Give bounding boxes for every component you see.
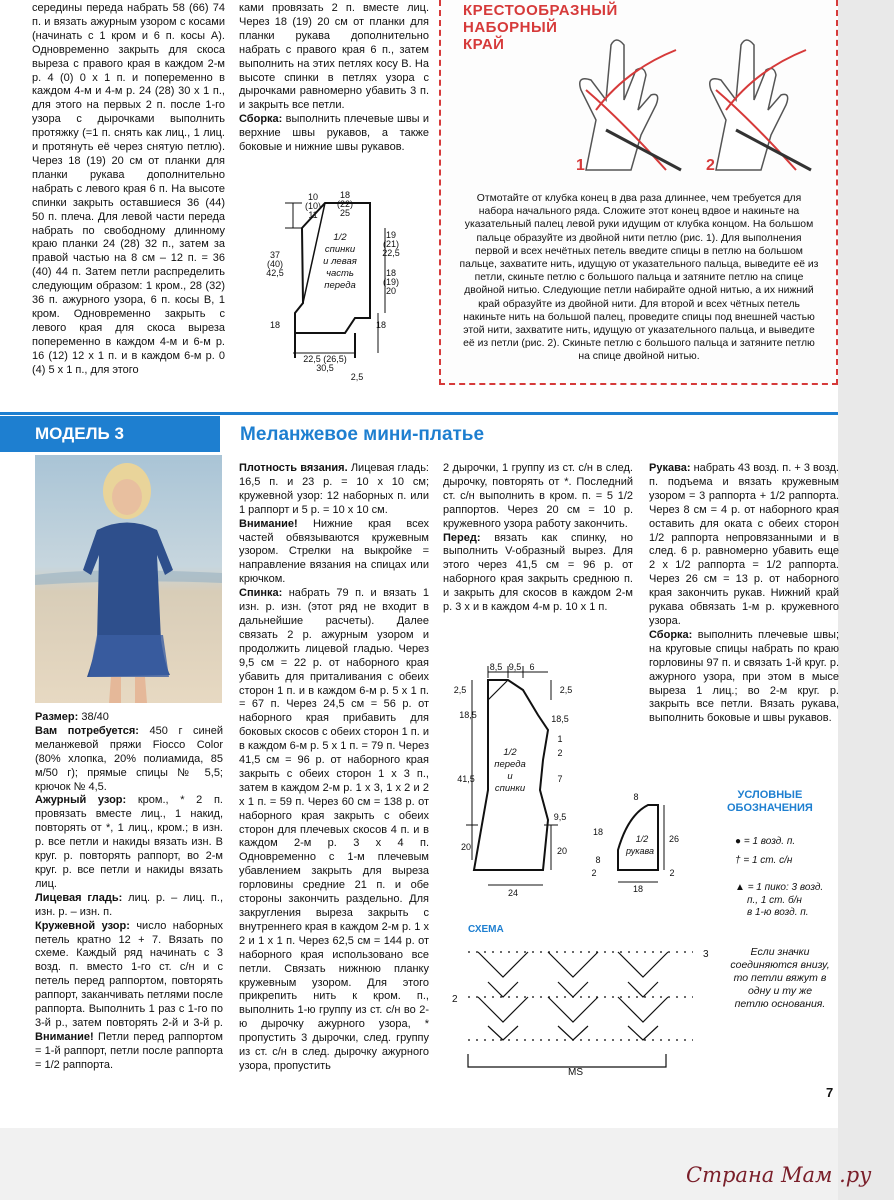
sleeve-label: Рукава: bbox=[649, 462, 691, 474]
dim-21: (21) bbox=[382, 239, 400, 249]
density-label: Плотность вязания. bbox=[239, 462, 348, 474]
dim-18d: 18 bbox=[375, 320, 387, 330]
legend-title-line-2: ОБОЗНАЧЕНИЯ bbox=[727, 802, 813, 814]
dim-22: (22) bbox=[336, 199, 354, 209]
figure-1-label: 1 bbox=[576, 157, 585, 174]
note-label: Внимание! bbox=[239, 517, 298, 530]
dim-19b: (19) bbox=[382, 277, 400, 287]
dim-2: 2 bbox=[557, 748, 563, 758]
pattern-title: Меланжевое мини-платье bbox=[240, 424, 485, 445]
crochet-lace-paragraph bbox=[35, 920, 223, 1073]
dim-10b: (10) bbox=[304, 201, 322, 211]
cross-cast-on-infobox bbox=[439, 0, 838, 385]
top-text-column-2 bbox=[239, 2, 429, 155]
watermark-logo: Страна Мам .ру bbox=[686, 1163, 872, 1187]
assembly-label: Сборка: bbox=[239, 113, 283, 126]
crochet-lace-label: Кружевной узор: bbox=[35, 919, 130, 932]
sleeve-text: набрать 43 возд. п. + 3 возд. п. подъема и вязать кружевным узором = 3 раппорта + 1/2 раппорта. Через 8 см = 4 р. от наборного края оставить для оката с обеих сторон 1/2 раппорта непровязанными и в след. 6 р. равномерно убавить еще 2 х 1/2 раппорта = 1/2 раппорта. Через 26 см = 13 р. от наборного края закончить рукав. Нижний край рукава обвязать 1-м р. кружевного узора. bbox=[649, 462, 839, 627]
back-text: набрать 79 п. и вязать 1 изн. р. изн. (этот ряд не входит в дальнейшие расчеты). Далее связать 2 р. ажурным узором и продолжить лицевой гладью. Через 9,5 см = 22 р. от наборного края убавить для приталивания с обеих сторон 1 п. и в каждом 6-м р. 5 х 1 п. = 67 п. Через 24,5 см = 56 р. от наборного края прибавить для боковых скосов с обеих сторон 1 п. и в каждом 6-м р. 5 х 1 п. = 79 п. Через 41,5 см = 96 р. от наборного края закрыть с обеих сторон 1 х 3 п., затем в каждом 2-м р. 1 х 3, 1 х 2 и 2 х 1 п. = 59 п. Через 60 см = 138 р. от наборного края закрыть с обеих сторон для плечевых скосов 4 п. и в каждом 2-м р. 3 х 4 п. Одновременно с 1-м плечевым убавлением закрыть для выреза горловины средние 21 п. и обе стороны закончить раздельно. Для закругления выреза закрыть с внутреннего края в каждом 2-м р. 1 х 2 и 1 х 1 п. Через 62,5 см = 144 р. от наборного края использовано все петли. Связать нижнюю планку кружевным узором. Для этого прикрепить нить к кром. п., выполнить 1-ю группу из ст. с/н во 2-ю дырочку ажурного узора, * пропустить 3 дырочки, след. группу из ст. с/н в след. дырочку ажурного узора, пропустить bbox=[239, 587, 429, 1072]
dim-25-right: 2,5 bbox=[559, 685, 573, 695]
lace-paragraph bbox=[35, 794, 223, 891]
sleeve-dim-2: 2 bbox=[591, 868, 597, 878]
front-text: вязать как спинку, но выполнить V-образный вырез. Для этого через 41,5 см = 96 р. от наборного края закрыть среднюю п. и закрыть для скосов в каждом 2-м р. 3 х и в каждом 4-м р. 10 х 1 п. bbox=[443, 531, 633, 614]
dim-185-right: 18,5 bbox=[551, 714, 569, 724]
legend-chain-text: = 1 возд. п. bbox=[743, 836, 796, 847]
dim-40: (40) bbox=[266, 259, 284, 269]
lace-label: Ажурный узор: bbox=[35, 794, 127, 807]
legend-picot-text-c: в 1-ю возд. п. bbox=[747, 907, 809, 918]
top-text-column-1 bbox=[32, 2, 225, 377]
legend-picot-text-b: п., 1 ст. б/н bbox=[747, 894, 802, 906]
dim-20: 20 bbox=[385, 286, 397, 296]
front-paragraph bbox=[443, 532, 633, 615]
schema-half: 1/2 bbox=[333, 232, 347, 243]
figure-2-label: 2 bbox=[706, 157, 715, 174]
dim-18b: 18 bbox=[385, 268, 397, 278]
dim-305: 30,5 bbox=[316, 363, 334, 373]
infobox-title-line-2: НАБОРНЫЙ bbox=[463, 19, 558, 36]
density-text: Лицевая гладь: 16,5 п. и 23 р. = 10 х 10 см; кружевной узор: 12 наборных п. или 1 раппорт и 5 р. = 10 х 10 см. bbox=[239, 462, 429, 516]
attention-label: Внимание! bbox=[35, 1030, 94, 1043]
hand-illustration-2 bbox=[696, 30, 816, 180]
page-gutter bbox=[838, 0, 894, 1200]
legend-title-line-1: УСЛОВНЫЕ bbox=[737, 789, 803, 801]
dim-225: 22,5 bbox=[382, 248, 400, 258]
instructions-column-3 bbox=[443, 462, 633, 615]
schema-left: и левая bbox=[323, 256, 357, 267]
front-label: Перед: bbox=[443, 531, 481, 544]
col3-text: 2 дырочки, 1 группу из ст. с/н в след. дырочку, повторять от *. Последний ст. с/н выполнить в кром. п. = 5 1/2 раппортов. Через 20 см = 10 р. кружевного узора работу закончить. bbox=[443, 462, 633, 530]
materials-column bbox=[35, 711, 223, 1073]
stockinette-label: Лицевая гладь: bbox=[35, 891, 123, 904]
instructions-column-4 bbox=[649, 462, 839, 726]
legend-item-dc bbox=[735, 855, 792, 868]
dim-37: 37 bbox=[269, 250, 281, 260]
dim-25-left: 2,5 bbox=[453, 685, 467, 695]
sleeve-dim-18-bottom: 18 bbox=[632, 884, 644, 894]
dim-85: 8,5 bbox=[489, 662, 503, 672]
dress-back: спинки bbox=[494, 783, 526, 794]
infobox-title-line-3: КРАЙ bbox=[463, 36, 505, 53]
dim-25b: 2,5 bbox=[350, 372, 364, 382]
assembly-text: выполнить плечевые швы и верхние швы рукавов, а также боковые и нижние швы рукавов. bbox=[239, 113, 429, 154]
dim-425: 42,5 bbox=[266, 268, 284, 278]
legend-item-picot bbox=[735, 882, 823, 920]
sleeve-paragraph bbox=[649, 462, 839, 629]
top-col1-text: середины переда набрать 58 (66) 74 п. и вязать ажурным узором с косами (начинать с 1 кром и 6 п. косы А). Одновременно закрыть для скоса выреза с правого края в каждом 2-м р. 4 (0) 0 х 1 п. и попеременно в каждом 4-м и 4-м р. 24 (28) 30 х 1 п., для этого на первых 2 п. после 1-го узора с дырочками выполнить протяжку (=1 п. снять как лиц., 1 лиц. и протянуть её через снятую петлю). Через 18 (19) 20 см от планки для планки рукава дополнительно набрать с левого края 6 п. На высоте спинки закрыть оставшиеся 36 (44) 50 п. плеча. Для левой части переда набрать по свободному длинному краю планки 24 (28) 32 п., затем за правой частью на 8 см – 12 п. = 36 (40) 44 п. Затем петли распределить следующим образом: 1 кром., 28 (32) 36 п. ажурного узора, 6 п. косы В, 1 кром. Одновременно закрыть с левого края для скоса выреза попеременно в каждом 4-м и 6-м р. 16 (12) 12 х 1 п. и в каждом 6-м р. 0 (4) 5 х 1 п., для этого bbox=[32, 2, 225, 376]
dim-6: 6 bbox=[529, 662, 535, 672]
dress-schematic bbox=[448, 660, 588, 900]
dim-24: 24 bbox=[507, 888, 519, 898]
size-value: 38/40 bbox=[81, 711, 109, 723]
top-pattern-schematic bbox=[255, 188, 405, 383]
assembly-paragraph bbox=[649, 629, 839, 726]
attention-text: Петли перед раппортом = 1-й раппорт, петли после раппорта = 1/2 раппорта. bbox=[35, 1030, 223, 1071]
picot-icon: ▲ bbox=[735, 882, 745, 893]
infobox-title-line-1: КРЕСТООБРАЗНЫЙ bbox=[463, 2, 618, 19]
dim-18c: 18 bbox=[269, 320, 281, 330]
legend-item-chain bbox=[735, 836, 795, 849]
dim-1: 1 bbox=[557, 734, 563, 744]
dim-95: 9,5 bbox=[508, 662, 522, 672]
dim-11: 11 bbox=[308, 210, 318, 220]
legend-note: Если значки соединяются внизу, то петли вяжут в одну и ту же петлю основания. bbox=[730, 946, 830, 1010]
lace-text: кром., * 2 п. провязать вместе лиц., 1 накид, повторять от *, 1 лиц., кром.; в изн. р. все петли и накиды вязать изн. В круг. р. повторять раппорт, во 2-м круг. р. все петли и накиды вязать лиц. bbox=[35, 794, 223, 890]
stockinette-text: лиц. р. – лиц. п., изн. р. – изн. п. bbox=[35, 891, 224, 918]
dim-18: 18 bbox=[339, 190, 351, 200]
size-paragraph bbox=[35, 711, 223, 725]
legend-dc-text: = 1 ст. с/н bbox=[743, 855, 793, 866]
model-photo bbox=[35, 455, 222, 703]
hand-illustration-1 bbox=[566, 30, 686, 180]
section-divider bbox=[0, 412, 838, 415]
sleeve-dim-2-right: 2 bbox=[669, 868, 675, 878]
scheme-row-3: 3 bbox=[703, 949, 709, 960]
chain-icon: ● bbox=[735, 836, 742, 847]
dc-icon: † bbox=[735, 855, 741, 866]
schema-front: переда bbox=[324, 280, 356, 291]
scheme-title: СХЕМА bbox=[468, 924, 504, 935]
dress-v-neck bbox=[488, 680, 508, 700]
schema-back: спинки bbox=[324, 244, 356, 255]
assembly-label-2: Сборка: bbox=[649, 628, 693, 641]
sleeve-label-text: рукава bbox=[626, 846, 654, 856]
legend-picot-text-a: = 1 пико: 3 возд. bbox=[747, 882, 824, 893]
size-label: Размер: bbox=[35, 711, 79, 723]
dress-front: переда bbox=[494, 759, 526, 770]
dress-half: 1/2 bbox=[503, 747, 517, 758]
scheme-row-2: 2 bbox=[452, 994, 458, 1005]
need-label: Вам потребуется: bbox=[35, 724, 139, 737]
instructions-column-2 bbox=[239, 462, 429, 1074]
assembly-text-2: выполнить плечевые швы; на круговые спицы набрать по краю горловины 97 п. и связать 1-й круг. р. ажурного узора, при этом в мысе выреза 1 лиц.; во 2-м круг. р. закрыть все петли. Вязать рукава, выполнить боковые и швы рукавов. bbox=[649, 628, 839, 725]
note-text: Нижние края всех частей обвязываются кружевным узором. Стрелки на выкройке = направление вязания на спицах или крючком. bbox=[239, 517, 430, 586]
dim-20-left: 20 bbox=[460, 842, 472, 852]
scheme-ms: MS bbox=[568, 1067, 583, 1077]
sleeve-dim-8-top: 8 bbox=[633, 792, 639, 802]
sleeve-dim-8: 8 bbox=[595, 855, 601, 865]
dim-19: 19 bbox=[385, 230, 397, 240]
dim-25: 25 bbox=[339, 208, 351, 218]
crochet-scheme bbox=[448, 922, 723, 1077]
stockinette-paragraph bbox=[35, 892, 223, 920]
dim-7: 7 bbox=[557, 774, 563, 784]
sleeve-dim-18: 18 bbox=[592, 827, 604, 837]
sleeve-half: 1/2 bbox=[635, 834, 649, 844]
top-col2-text-b bbox=[239, 113, 429, 155]
crochet-lace-text: число наборных петель кратно 12 + 7. Вязать по схеме. Каждый ряд начинать с 3 возд. п. вместо 1-го ст. с/н и с петель перед раппортом, повторять раппорт, заканчивать петлями после раппорта. Выполнить 1 раз с 1-го по 3-й р., затем повторять 2-й и 3-й р. bbox=[35, 919, 223, 1029]
sleeve-dim-26: 26 bbox=[668, 834, 680, 844]
dim-415: 41,5 bbox=[457, 774, 475, 784]
back-paragraph bbox=[239, 587, 429, 1074]
density-paragraph bbox=[239, 462, 429, 518]
top-col2-text-a: ками провязать 2 п. вместе лиц. Через 18 (19) 20 см от планки для планки рукава дополнительно набрать с правого края 6 п., затем выполнить на этих петлях косу В. На высоте спинки в петлях узора с дырочками равномерно убавить 3 п. и закрыть все петли. bbox=[239, 2, 429, 112]
page-number: 7 bbox=[826, 1085, 834, 1100]
legend-title bbox=[727, 789, 813, 815]
note-paragraph bbox=[239, 518, 429, 588]
infobox-text: Отмотайте от клубка конец в два раза длиннее, чем требуется для набора начального ряда. Сложите этот конец вдвое и накиньте на указательный палец левой руки идущим от клубка концом. На большом пальце образуйте из двойной нити петлю (рис. 1). Для выполнения первой и всех нечётных петель введите спицы в петлю на большом пальце, захватите нить, идущую от указательного пальца, выведите её из петли, скиньте петлю с большого пальца и затяните петлю на спице двойной нитью. Следующие петли набирайте одной нитью, а их нижний край образуйте из двойной нити. Для второй и всех чётных петель накиньте нить на большой палец, проведите спицы под внешней частью этой нити, захватите нить, идущую от указательного пальца, и выведите её из петли (рис. 2). Скиньте петлю с большого пальца и затяните петлю на спице двойной нитью. bbox=[459, 193, 819, 363]
model-badge: МОДЕЛЬ 3 bbox=[0, 416, 220, 452]
schema-part: часть bbox=[326, 268, 354, 279]
need-paragraph bbox=[35, 725, 223, 795]
dim-95-right: 9,5 bbox=[553, 812, 567, 822]
dim-10: 10 bbox=[307, 192, 319, 202]
dress-and: и bbox=[507, 771, 513, 782]
dim-225-265: 22,5 (26,5) bbox=[303, 354, 347, 364]
dim-185-left: 18,5 bbox=[459, 710, 477, 720]
sleeve-schematic bbox=[588, 790, 688, 900]
need-text: 450 г синей меланжевой пряжи Fiocco Color (80% хлопка, 20% полиамида, 85 м/50 г); прямые спицы № 5,5; крючок № 4,5. bbox=[35, 724, 223, 793]
dim-20-right: 20 bbox=[556, 846, 568, 856]
back-label: Спинка: bbox=[239, 587, 283, 600]
